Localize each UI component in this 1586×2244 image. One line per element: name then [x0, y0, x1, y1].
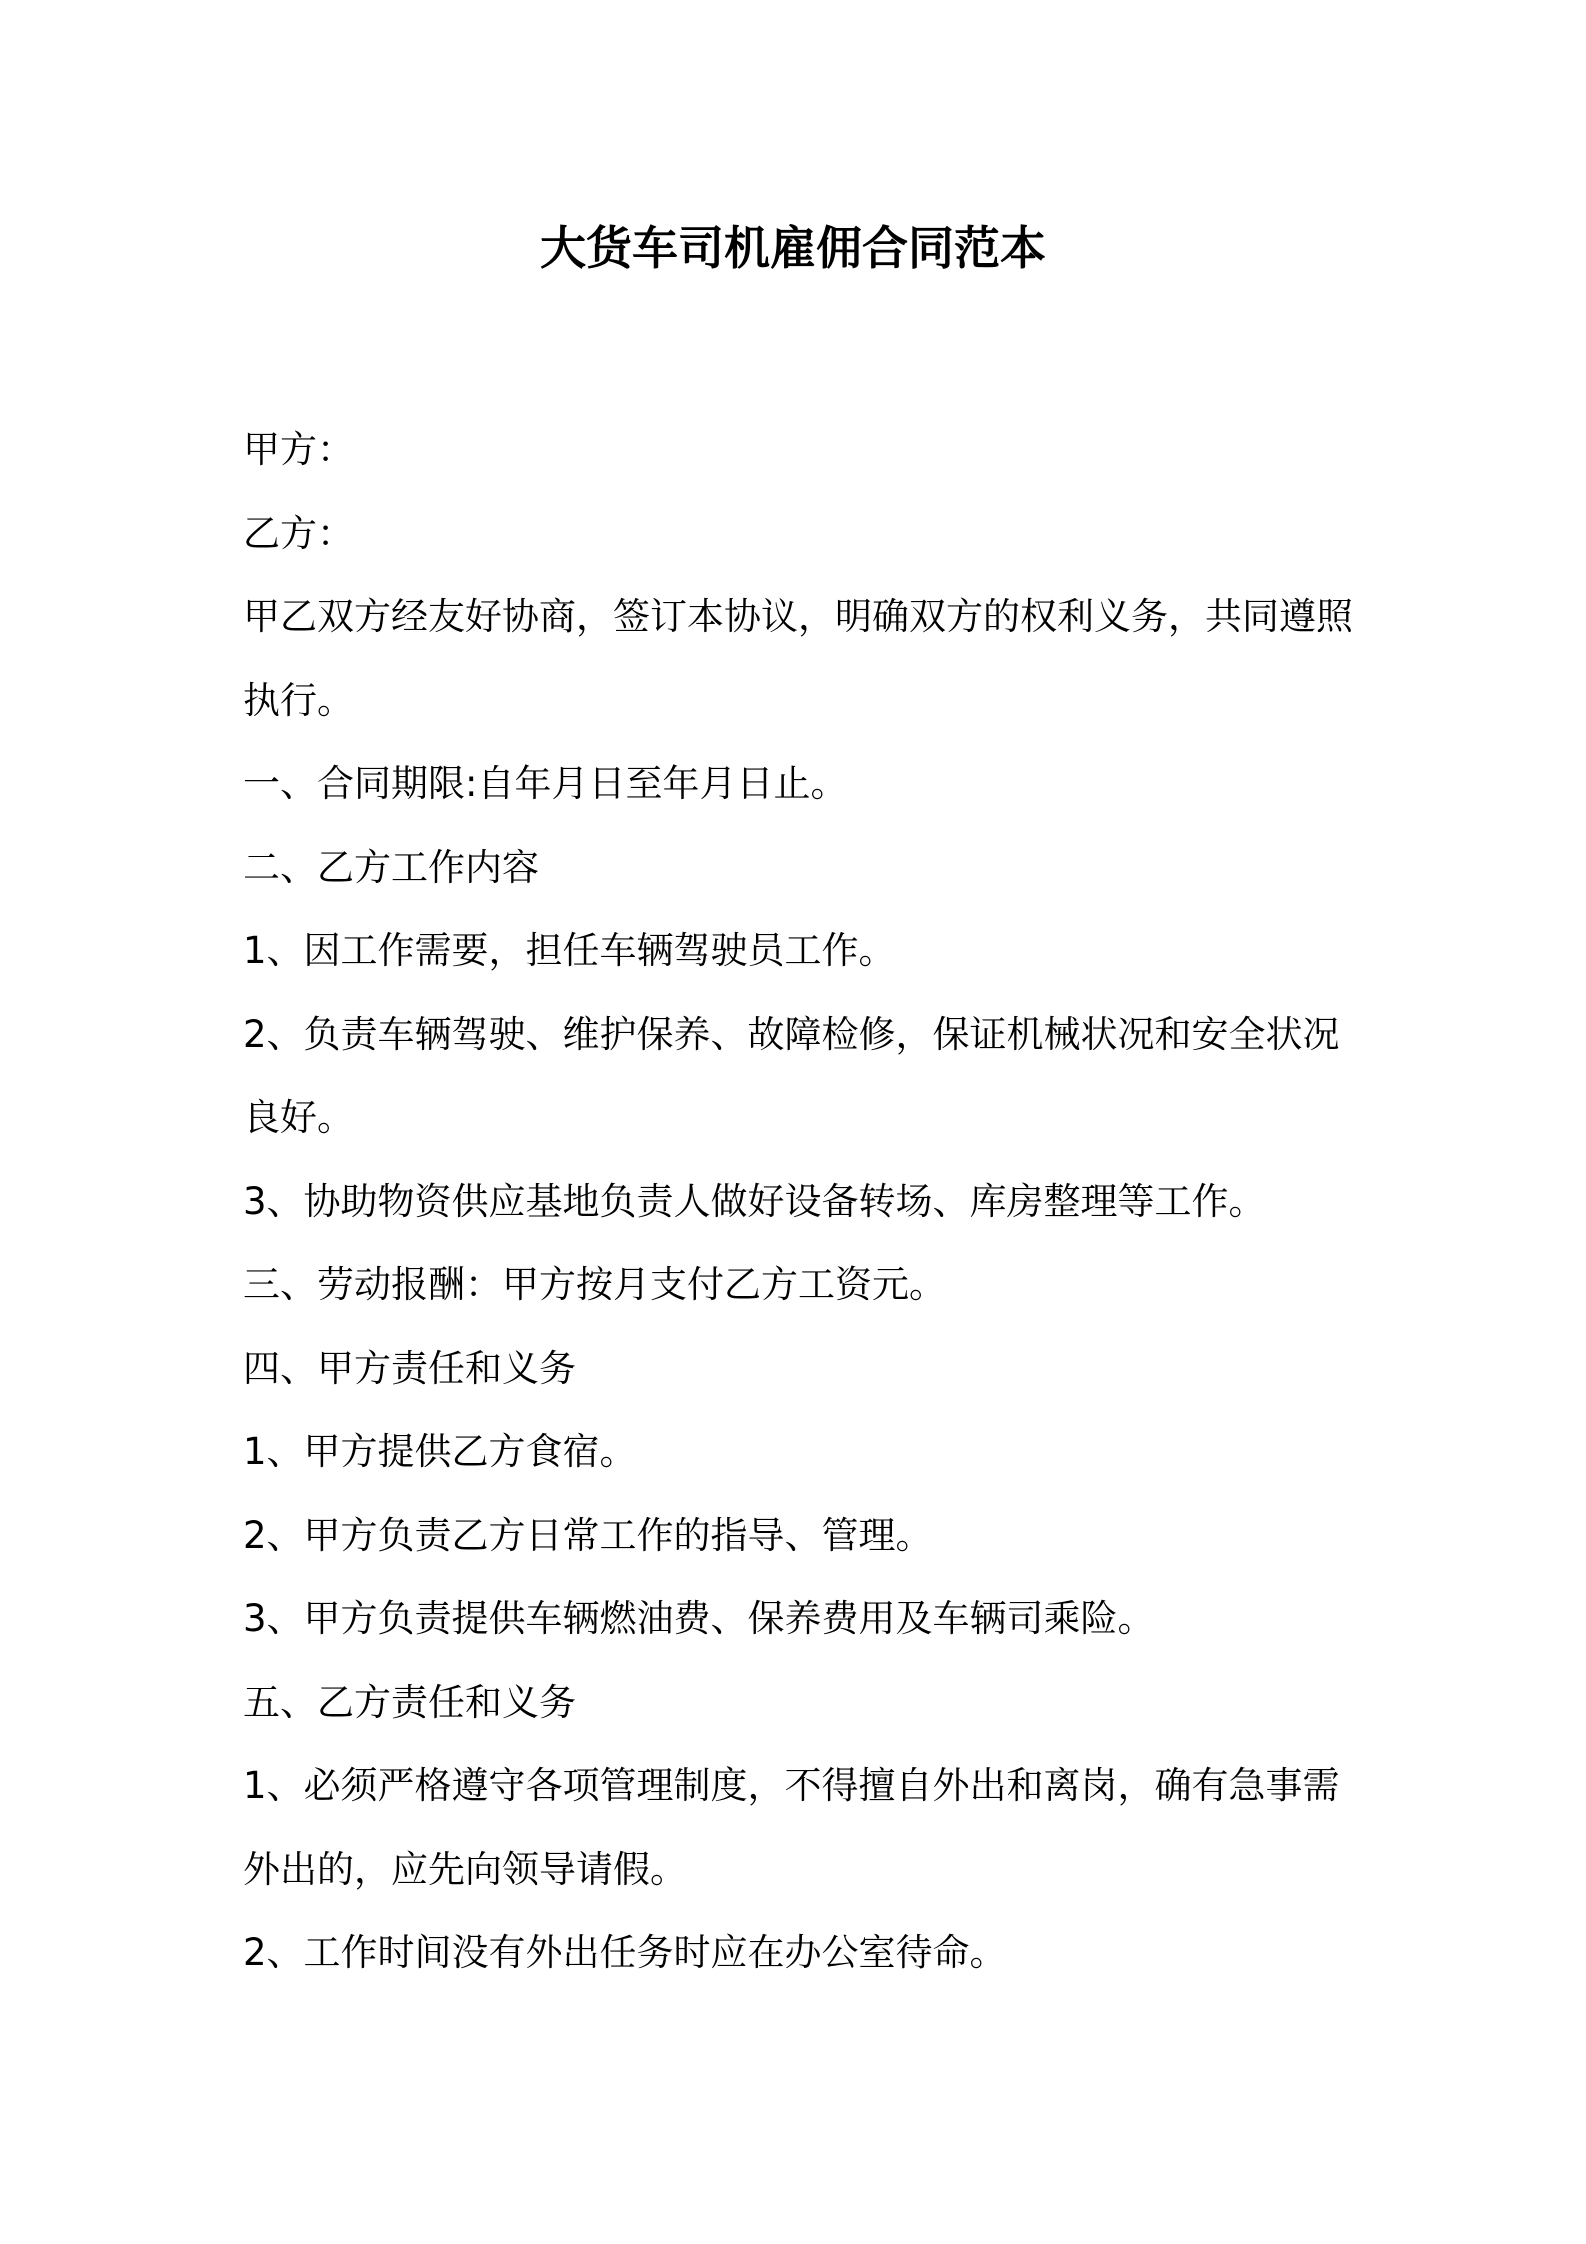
section-4-item-2: 2、甲方负责乙方日常工作的指导、管理。 — [243, 1513, 933, 1557]
section-4-heading: 四、甲方责任和义务 — [243, 1346, 576, 1390]
section-2-item-3: 3、协助物资供应基地负责人做好设备转场、库房整理等工作。 — [243, 1179, 1266, 1223]
section-2-heading: 二、乙方工作内容 — [243, 845, 539, 889]
section-2-item-1: 1、因工作需要，担任车辆驾驶员工作。 — [243, 929, 896, 972]
party-a-line: 甲方： — [243, 428, 354, 471]
section-3-pay: 三、劳动报酬：甲方按月支付乙方工资元。 — [243, 1263, 946, 1306]
section-5-item-1-line-2: 外出的，应先向领导请假。 — [243, 1847, 687, 1891]
section-2-item-2-line-1: 2、负责车辆驾驶、维护保养、故障检修，保证机械状况和安全状况 — [243, 1012, 1340, 1056]
section-2-item-2-line-2: 良好。 — [243, 1096, 354, 1139]
intro-line-2: 执行。 — [243, 678, 354, 722]
document-title: 大货车司机雇佣合同范本 — [540, 221, 1046, 275]
intro-line-1: 甲乙双方经友好协商，签订本协议，明确双方的权利义务，共同遵照 — [243, 595, 1353, 638]
document-body — [243, 408, 1363, 1995]
section-5-heading: 五、乙方责任和义务 — [243, 1680, 576, 1724]
party-b-line: 乙方： — [243, 511, 354, 555]
section-5-item-2: 2、工作时间没有外出任务时应在办公室待命。 — [243, 1931, 1007, 1974]
section-4-item-3: 3、甲方负责提供车辆燃油费、保养费用及车辆司乘险。 — [243, 1597, 1155, 1640]
section-5-item-1-line-1: 1、必须严格遵守各项管理制度，不得擅自外出和离岗，确有急事需 — [243, 1764, 1340, 1807]
section-1-term: 一、合同期限:自年月日至年月日止。 — [243, 762, 848, 805]
section-4-item-1: 1、甲方提供乙方食宿。 — [243, 1430, 637, 1473]
